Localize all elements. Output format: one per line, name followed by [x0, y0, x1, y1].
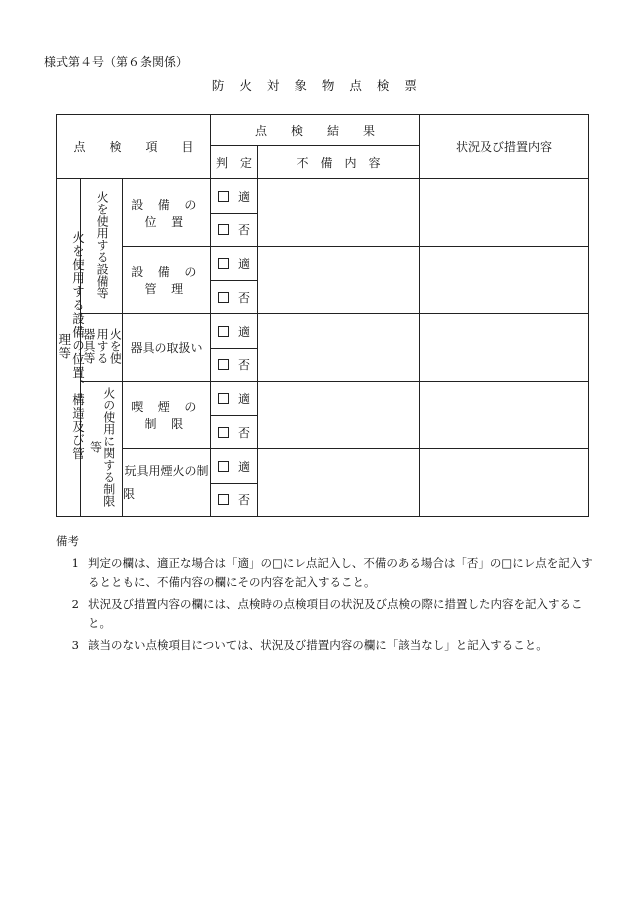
- note-item: [56, 636, 596, 654]
- checkbox-icon[interactable]: [218, 292, 229, 303]
- item-fireworks-restriction: 玩具用煙火の制限: [123, 449, 211, 517]
- checkbox-icon[interactable]: [218, 461, 229, 472]
- fail-label: 否: [238, 358, 251, 373]
- item-appliance-handling: 器具の取扱い: [123, 314, 211, 381]
- checkbox-icon[interactable]: [218, 326, 229, 337]
- status-measures-cell[interactable]: [420, 314, 589, 381]
- group-label: 火を使用する設備等: [95, 190, 110, 299]
- pass-label: 適: [238, 189, 251, 204]
- judgment-pass-cell[interactable]: [211, 314, 258, 348]
- deficiency-cell[interactable]: [258, 449, 420, 517]
- note-text: 判定の欄は、適正な場合は「適」の□にレ点記入し、不備のある場合は「否」の□にレ点を記入するとともに、不備内容の欄にその内容を記入すること。: [88, 556, 593, 589]
- status-measures-cell[interactable]: [420, 179, 589, 246]
- group-label: 火の使用に関する制限等: [88, 387, 116, 508]
- fail-label: 否: [238, 223, 251, 238]
- judgment-fail-cell[interactable]: [211, 416, 258, 449]
- status-measures-cell[interactable]: [420, 246, 589, 313]
- judgment-fail-cell[interactable]: [211, 483, 258, 516]
- status-measures-cell[interactable]: [420, 449, 589, 517]
- document-title: 防 火 対 象 物 点 検 票: [211, 78, 419, 93]
- judgment-pass-cell[interactable]: [211, 449, 258, 483]
- pass-label: 適: [238, 392, 251, 407]
- note-text: 該当のない点検項目については、状況及び措置内容の欄に「該当なし」と記入すること。: [88, 637, 548, 652]
- fail-label: 否: [238, 290, 251, 305]
- pass-label: 適: [238, 459, 251, 474]
- judgment-pass-cell[interactable]: [211, 246, 258, 280]
- notes-section: [56, 532, 596, 658]
- header-inspection-item: 点 検 項 目: [57, 115, 211, 179]
- group-cell: [81, 314, 123, 381]
- note-item: [56, 595, 596, 632]
- main-category-label: 火を使用する設備の位置、構造及び管理等: [56, 231, 86, 461]
- header-status-measures: 状況及び措置内容: [420, 115, 589, 179]
- checkbox-icon[interactable]: [218, 191, 229, 202]
- item-equipment-location: 設 備 の 位 置: [123, 179, 211, 246]
- judgment-fail-cell[interactable]: [211, 281, 258, 314]
- checkbox-icon[interactable]: [218, 224, 229, 235]
- judgment-pass-cell[interactable]: [211, 179, 258, 213]
- group-label: 火を使用する器具等: [81, 328, 123, 365]
- checkbox-icon[interactable]: [218, 258, 229, 269]
- group-cell: [81, 179, 123, 314]
- checkbox-icon[interactable]: [218, 393, 229, 404]
- fail-label: 否: [238, 425, 251, 440]
- deficiency-cell[interactable]: [258, 381, 420, 448]
- checkbox-icon[interactable]: [218, 359, 229, 370]
- form-number: 様式第４号（第６条関係）: [44, 55, 189, 69]
- judgment-fail-cell[interactable]: [211, 348, 258, 381]
- judgment-pass-cell[interactable]: [211, 381, 258, 415]
- item-equipment-management: 設 備 の 管 理: [123, 246, 211, 313]
- pass-label: 適: [238, 257, 251, 272]
- note-number: 1: [71, 556, 79, 571]
- notes-heading: 備考: [56, 534, 79, 548]
- header-deficiency: 不 備 内 容: [258, 146, 420, 179]
- checkbox-icon[interactable]: [218, 427, 229, 438]
- note-number: 2: [71, 597, 79, 612]
- item-smoking-restriction: 喫 煙 の 制 限: [123, 381, 211, 448]
- inspection-table: [56, 114, 589, 517]
- note-item: [56, 554, 596, 591]
- header-judgment: 判 定: [211, 146, 258, 179]
- main-category-cell: [56, 179, 86, 517]
- deficiency-cell[interactable]: [258, 246, 420, 313]
- checkbox-icon[interactable]: [218, 494, 229, 505]
- fail-label: 否: [238, 493, 251, 508]
- deficiency-cell[interactable]: [258, 179, 420, 246]
- deficiency-cell[interactable]: [258, 314, 420, 381]
- judgment-fail-cell[interactable]: [211, 213, 258, 246]
- status-measures-cell[interactable]: [420, 381, 589, 448]
- pass-label: 適: [238, 324, 251, 339]
- note-number: 3: [71, 637, 79, 652]
- note-text: 状況及び措置内容の欄には、点検時の点検項目の状況及び点検の際に措置した内容を記入すること。: [88, 597, 583, 630]
- header-inspection-result: 点 検 結 果: [211, 115, 420, 146]
- group-cell: [81, 381, 123, 516]
